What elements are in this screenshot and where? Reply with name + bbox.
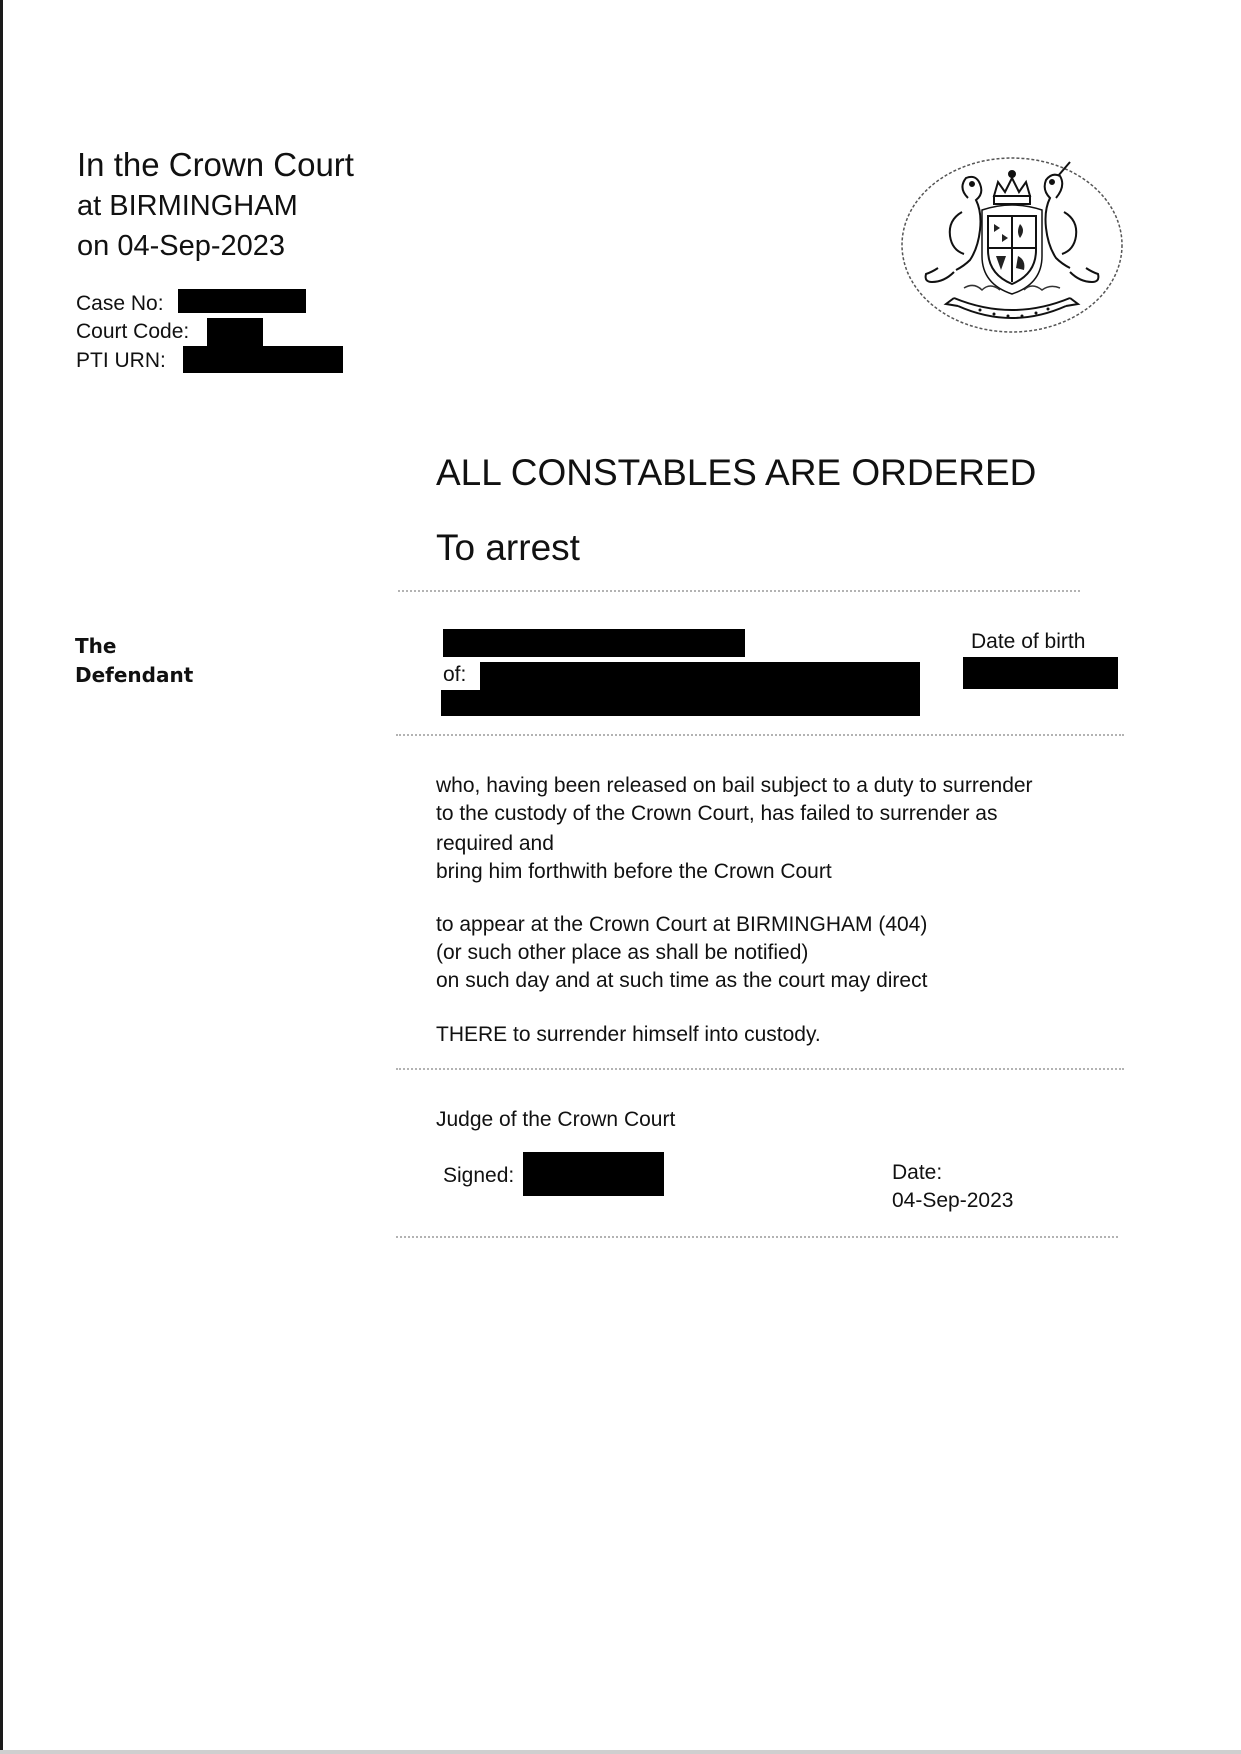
court-name: In the Crown Court (77, 146, 354, 183)
case-no-redaction (178, 289, 306, 313)
defendant-address-label: of: (443, 663, 467, 686)
defendant-address-redaction-2 (441, 690, 920, 716)
signature-redaction (523, 1152, 664, 1196)
court-code-redaction (207, 318, 263, 346)
body-line: on such day and at such time as the court may direct (436, 969, 928, 992)
body-line: who, having been released on bail subject to a duty to surrender (436, 774, 1033, 797)
date-value: 04-Sep-2023 (892, 1189, 1014, 1212)
defendant-name-redaction (443, 629, 745, 657)
body-line: THERE to surrender himself into custody. (436, 1023, 821, 1046)
defendant-label-line-1: The (75, 634, 117, 658)
court-location: at BIRMINGHAM (77, 190, 298, 222)
pti-urn-label: PTI URN: (76, 349, 166, 372)
body-line: required and (436, 832, 554, 855)
body-line: (or such other place as shall be notified) (436, 941, 809, 964)
date-of-birth-label: Date of birth (971, 630, 1086, 653)
order-heading: ALL CONSTABLES ARE ORDERED (436, 452, 1037, 493)
signed-label: Signed: (443, 1164, 515, 1187)
pti-urn-redaction (183, 346, 343, 373)
court-code-label: Court Code: (76, 320, 190, 343)
judge-title: Judge of the Crown Court (436, 1108, 676, 1131)
court-date: on 04-Sep-2023 (77, 230, 285, 262)
date-label: Date: (892, 1161, 943, 1184)
scan-edge (0, 0, 3, 1754)
scan-edge (0, 1750, 1241, 1754)
defendant-label-line-2: Defendant (75, 663, 194, 687)
order-action: To arrest (436, 527, 580, 568)
divider (398, 590, 1080, 592)
case-no-label: Case No: (76, 292, 164, 315)
body-line: bring him forthwith before the Crown Court (436, 860, 832, 883)
body-line: to appear at the Crown Court at BIRMINGHAM (404) (436, 913, 928, 936)
date-of-birth-redaction (963, 657, 1118, 689)
divider (396, 1236, 1118, 1238)
divider (396, 1068, 1124, 1070)
body-line: to the custody of the Crown Court, has failed to surrender as (436, 802, 998, 825)
royal-coat-of-arms-icon (898, 152, 1126, 338)
divider (396, 734, 1124, 736)
